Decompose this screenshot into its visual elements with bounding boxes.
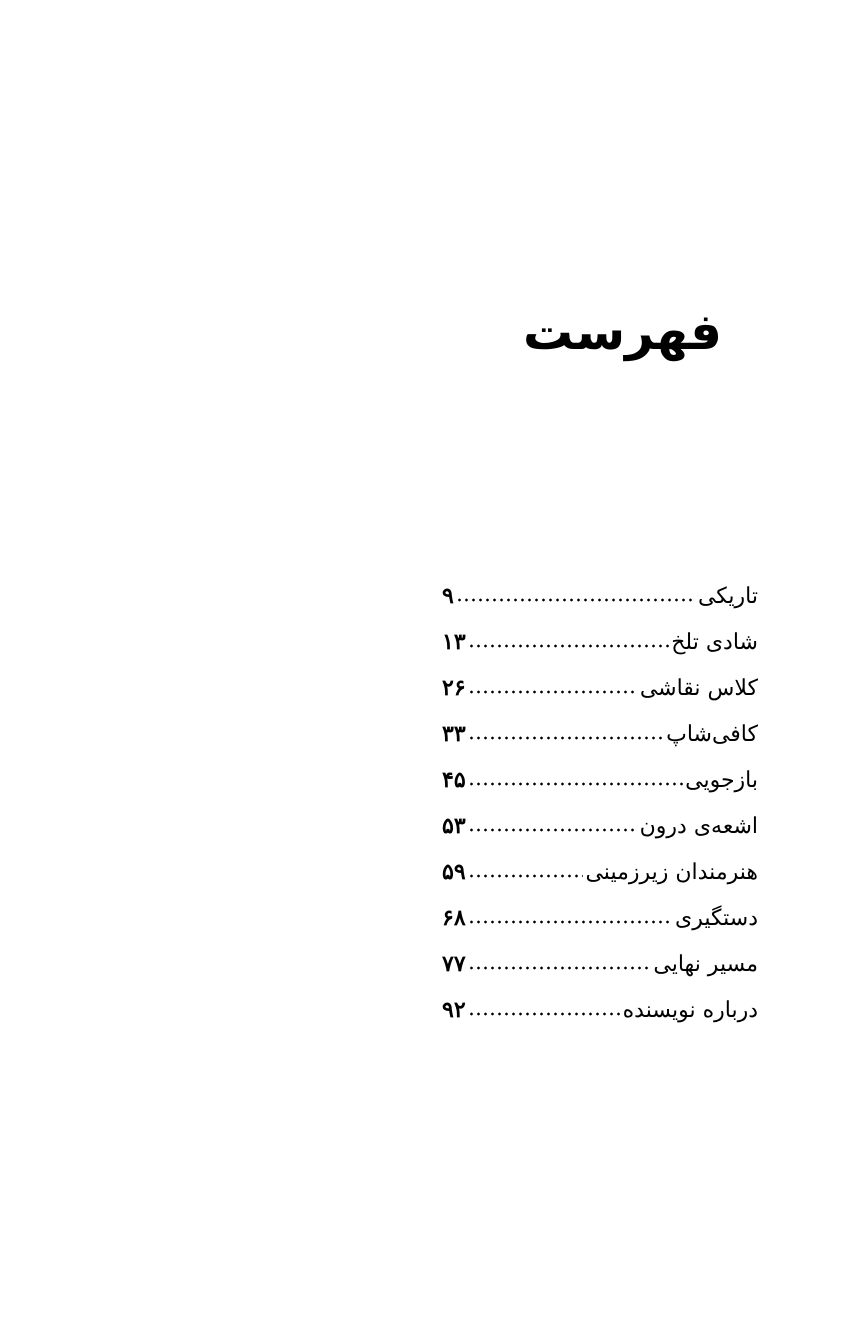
- toc-entry-page-number: ۹۲: [442, 997, 466, 1023]
- toc-entry-title: شادی تلخ: [671, 629, 758, 655]
- toc-entry-page-number: ۲۶: [442, 675, 466, 701]
- toc-entry[interactable]: [442, 711, 758, 757]
- toc-entry-page-number: ۵۹: [442, 859, 466, 885]
- toc-entry-title: درباره نویسنده: [622, 997, 758, 1023]
- page-title: فهرست: [523, 303, 722, 361]
- table-of-contents: [442, 573, 758, 1033]
- dot-leader: [468, 819, 638, 833]
- toc-entry-title: تاریکی: [697, 583, 758, 609]
- dot-leader: [456, 589, 696, 603]
- toc-entry[interactable]: [442, 849, 758, 895]
- toc-entry-page-number: ۵۳: [442, 813, 466, 839]
- toc-entry-page-number: ۷۷: [442, 951, 466, 977]
- toc-entry[interactable]: [442, 757, 758, 803]
- toc-entry-title: دستگیری: [674, 905, 758, 931]
- toc-entry[interactable]: [442, 803, 758, 849]
- toc-entry-title: هنرمندان زیرزمینی: [585, 859, 758, 885]
- toc-entry-title: بازجویی: [685, 767, 758, 793]
- toc-entry-page-number: ۶۸: [442, 905, 466, 931]
- toc-entry-title: کافی‌شاپ: [666, 721, 758, 747]
- dot-leader: [468, 727, 664, 741]
- toc-entry-page-number: ۴۵: [442, 767, 466, 793]
- toc-entry-page-number: ۹: [442, 583, 454, 609]
- toc-entry[interactable]: [442, 619, 758, 665]
- toc-entry[interactable]: [442, 665, 758, 711]
- dot-leader: [468, 865, 584, 879]
- toc-entry-page-number: ۱۳: [442, 629, 466, 655]
- toc-entry-title: کلاس نقاشی: [639, 675, 758, 701]
- toc-entry[interactable]: [442, 987, 758, 1033]
- toc-entry-page-number: ۳۳: [442, 721, 466, 747]
- toc-entry[interactable]: [442, 895, 758, 941]
- toc-entry-title: مسیر نهایی: [653, 951, 758, 977]
- dot-leader: [468, 773, 683, 787]
- toc-entry[interactable]: [442, 573, 758, 619]
- dot-leader: [468, 911, 673, 925]
- toc-entry-title: اشعه‌ی درون: [639, 813, 758, 839]
- dot-leader: [468, 681, 638, 695]
- toc-entry[interactable]: [442, 941, 758, 987]
- dot-leader: [468, 635, 670, 649]
- dot-leader: [468, 957, 652, 971]
- dot-leader: [468, 1003, 621, 1017]
